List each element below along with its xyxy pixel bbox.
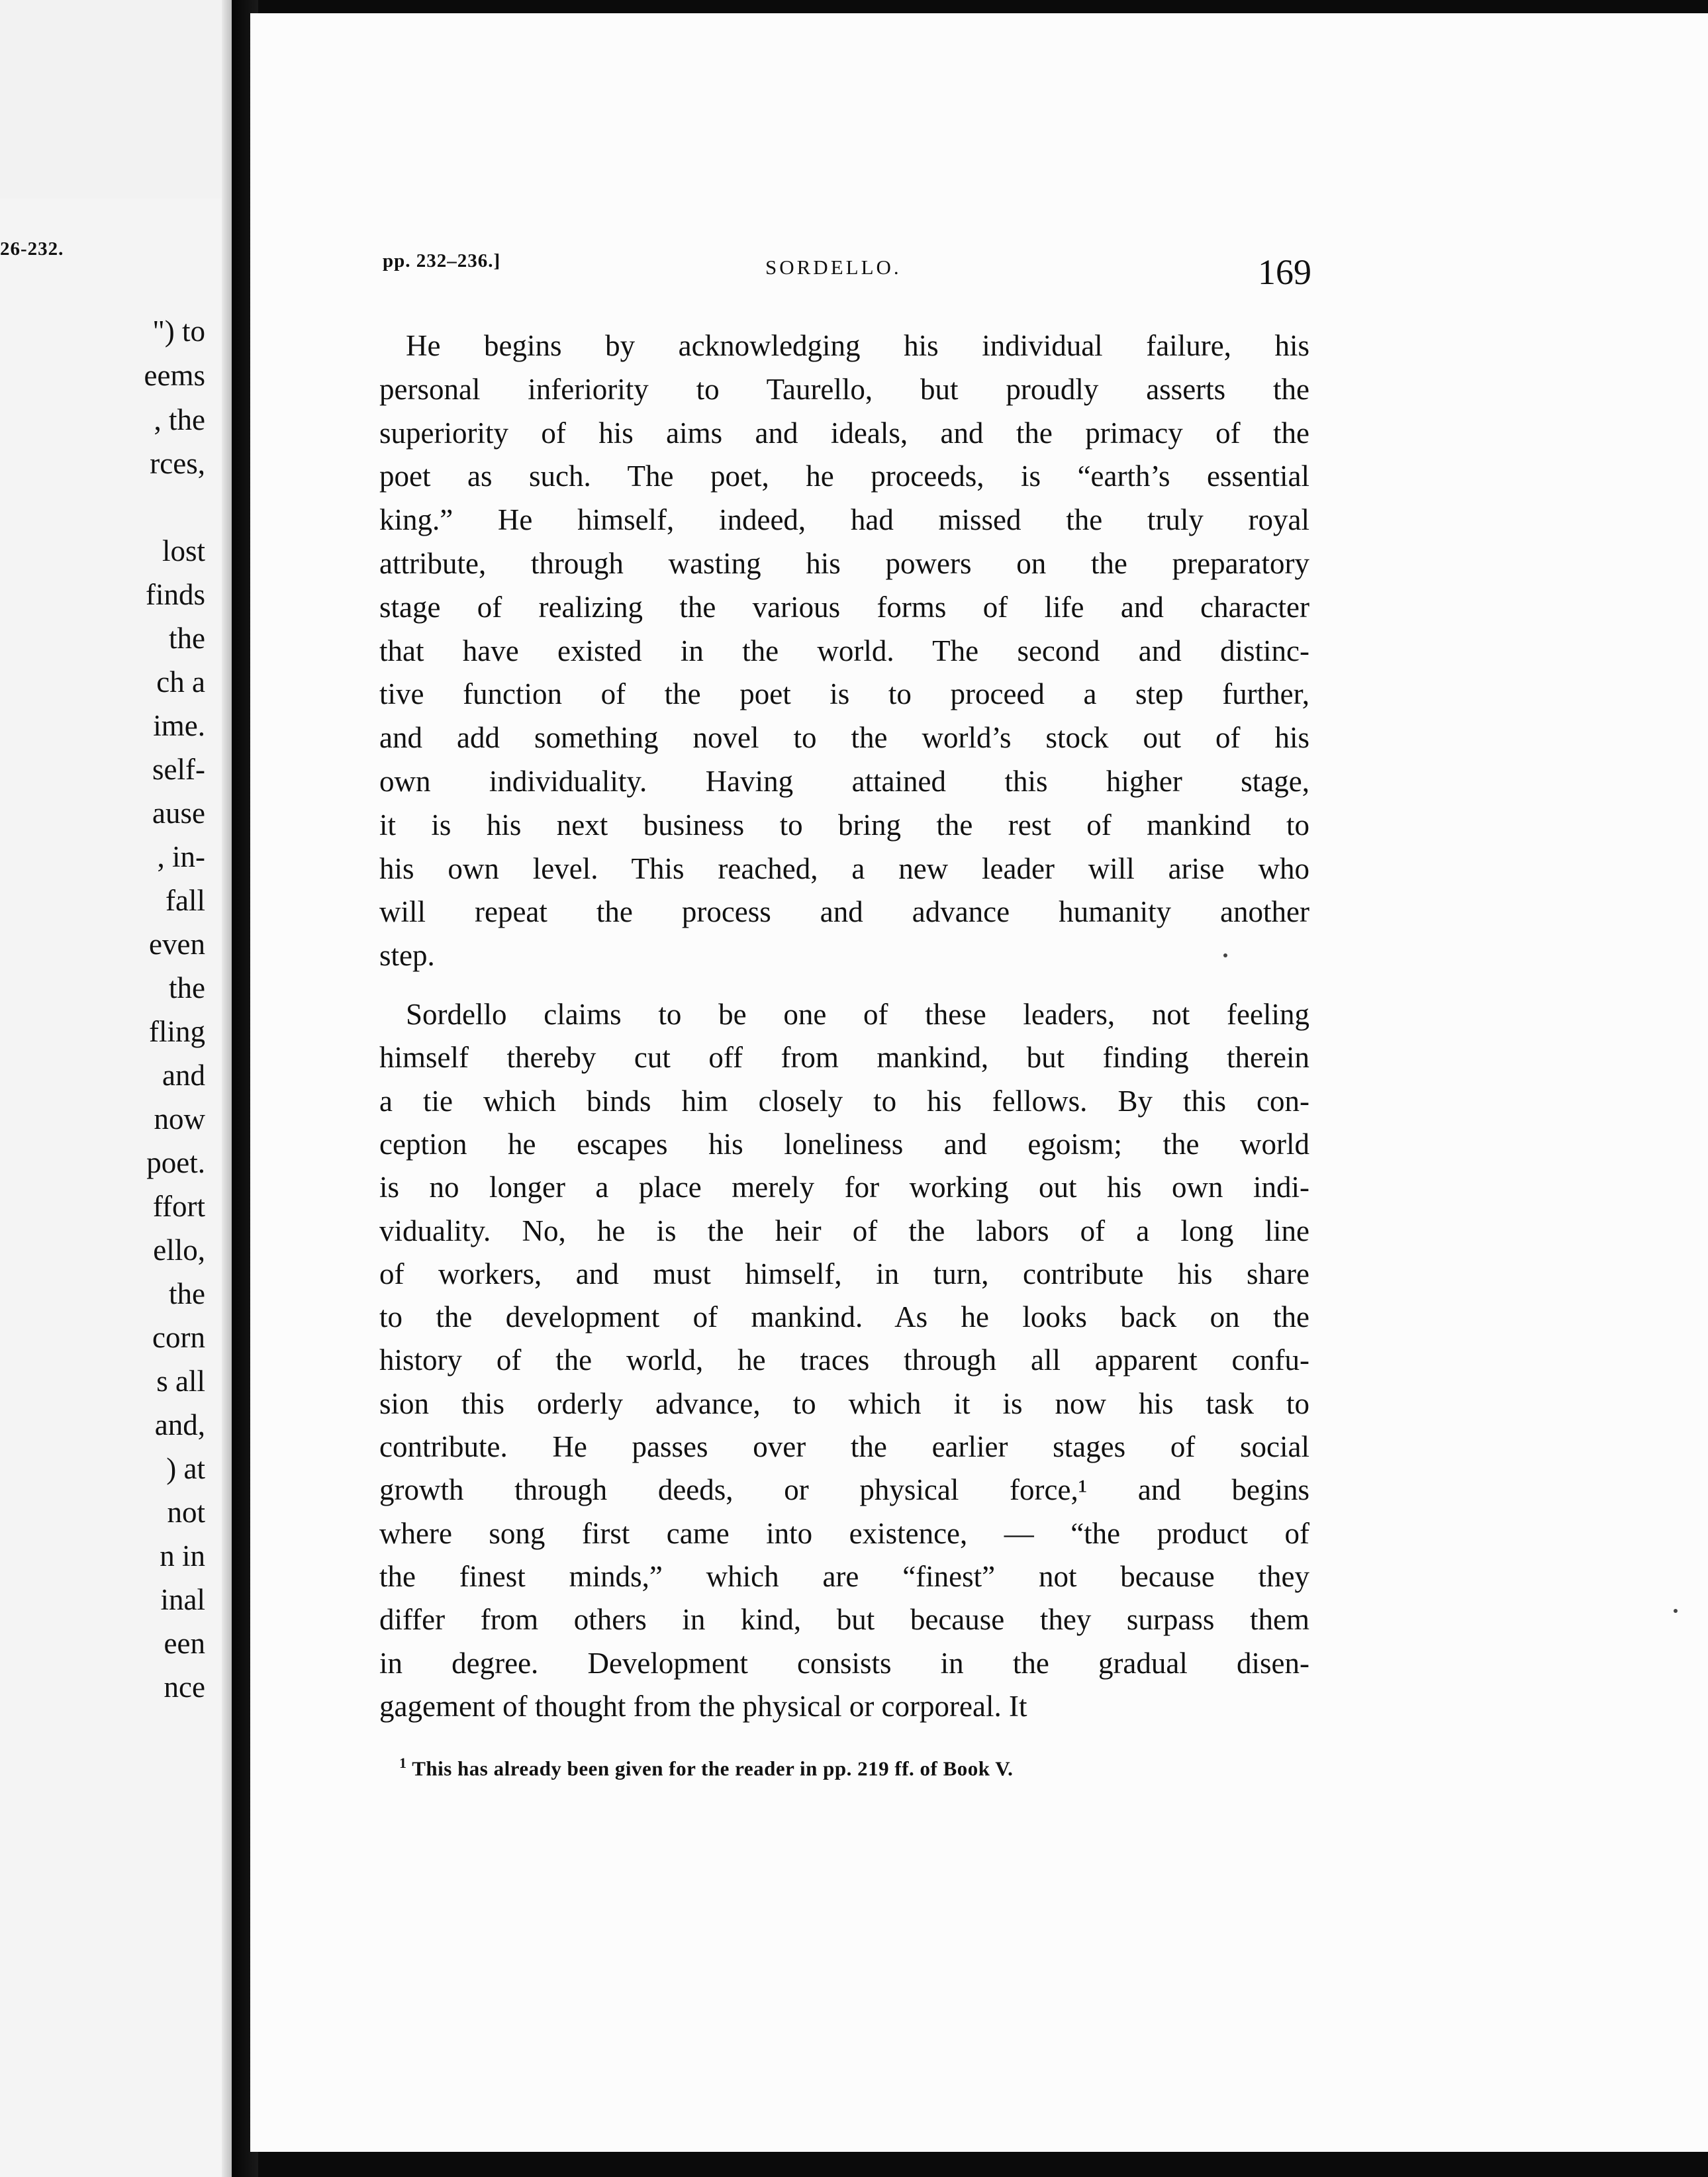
left-page-line: ime. bbox=[153, 709, 205, 742]
text-line: in degree. Development consists in the gradual disen- bbox=[379, 1646, 1309, 1680]
left-page-line: poet. bbox=[146, 1146, 205, 1179]
left-page-line: not bbox=[167, 1496, 205, 1529]
footnote-marker: 1 bbox=[399, 1755, 407, 1771]
text-line: Sordello claims to be one of these leaders, not feeling bbox=[406, 998, 1309, 1031]
left-page-line: eems bbox=[144, 359, 205, 392]
page-fold-shadow bbox=[222, 0, 232, 2177]
text-line: a tie which binds him closely to his fellows. By this con- bbox=[379, 1084, 1309, 1118]
left-page-line: now bbox=[154, 1102, 205, 1136]
left-page-line: ) at bbox=[166, 1452, 205, 1485]
text-line: tive function of the poet is to proceed a step further, bbox=[379, 677, 1309, 711]
left-page-line: een bbox=[164, 1627, 205, 1660]
left-page-header: 26-232. bbox=[0, 238, 64, 260]
text-line: attribute, through wasting his powers on the preparatory bbox=[379, 547, 1309, 580]
left-page-line: lost bbox=[162, 534, 205, 567]
left-page-line: ffort bbox=[152, 1190, 205, 1223]
running-title: SORDELLO. bbox=[765, 256, 902, 279]
text-line: poet as such. The poet, he proceeds, is “earth’s essential bbox=[379, 460, 1309, 493]
left-page-line: n in bbox=[160, 1539, 205, 1572]
text-line: personal inferiority to Taurello, but proudly asserts the bbox=[379, 372, 1309, 406]
left-page-line: even bbox=[149, 928, 205, 961]
text-line: it is his next business to bring the rest of mankind to bbox=[379, 808, 1309, 842]
text-line: growth through deeds, or physical force,¹ and begins bbox=[379, 1473, 1309, 1507]
right-page bbox=[250, 13, 1708, 2152]
left-page-line: the bbox=[169, 1277, 205, 1310]
left-page-line: ello, bbox=[153, 1234, 205, 1267]
text-line: the finest minds,” which are “finest” not because they bbox=[379, 1559, 1309, 1593]
text-line: own individuality. Having attained this higher stage, bbox=[379, 765, 1309, 798]
page-number: 169 bbox=[1258, 252, 1311, 292]
left-page-line: s all bbox=[156, 1365, 205, 1398]
left-page-line: rces, bbox=[150, 447, 205, 480]
text-line: his own level. This reached, a new leader will arise who bbox=[379, 851, 1309, 885]
text-line: gagement of thought from the physical or corporeal. It bbox=[379, 1689, 1027, 1723]
text-line: contribute. He passes over the earlier stages of social bbox=[379, 1430, 1309, 1463]
left-page-line: ch a bbox=[156, 665, 205, 699]
text-line: that have existed in the world. The second and distinc- bbox=[379, 634, 1309, 667]
left-page-line: , the bbox=[154, 403, 205, 436]
left-page-line: the bbox=[169, 971, 205, 1004]
text-line: to the development of mankind. As he looks back on the bbox=[379, 1300, 1309, 1334]
text-line: stage of realizing the various forms of life and character bbox=[379, 590, 1309, 624]
text-line: differ from others in kind, but because they surpass them bbox=[379, 1603, 1309, 1637]
text-line: ception he escapes his loneliness and egoism; the world bbox=[379, 1127, 1309, 1161]
text-line: himself thereby cut off from mankind, but finding therein bbox=[379, 1041, 1309, 1075]
left-page-line: fling bbox=[149, 1015, 205, 1048]
left-page-line: ause bbox=[152, 797, 205, 830]
text-line: is no longer a place merely for working out his own indi- bbox=[379, 1171, 1309, 1204]
paper-speck bbox=[1223, 953, 1227, 957]
footnote bbox=[399, 1755, 1309, 1780]
left-page bbox=[0, 0, 232, 2177]
footnote-text: This has already been given for the reader in pp. 219 ff. of Book V. bbox=[412, 1757, 1014, 1780]
text-line: viduality. No, he is the heir of the labors of a long line bbox=[379, 1214, 1309, 1247]
left-page-line: and, bbox=[154, 1408, 205, 1441]
text-line: will repeat the process and advance humanity another bbox=[379, 895, 1309, 929]
text-line: where song first came into existence, — “the product of bbox=[379, 1516, 1309, 1550]
text-line: history of the world, he traces through all apparent confu- bbox=[379, 1343, 1309, 1377]
left-page-line: nce bbox=[164, 1670, 205, 1704]
left-page-line: self- bbox=[152, 753, 205, 786]
page-range-header: pp. 232–236.] bbox=[383, 250, 501, 271]
text-line: sion this orderly advance, to which it is now his task to bbox=[379, 1386, 1309, 1420]
text-line: king.” He himself, indeed, had missed the truly royal bbox=[379, 503, 1309, 537]
left-page-line: , in- bbox=[157, 840, 205, 873]
left-page-line: and bbox=[162, 1059, 205, 1092]
left-page-line: ") to bbox=[152, 314, 205, 348]
left-page-line: the bbox=[169, 622, 205, 655]
text-line: and add something novel to the world’s stock out of his bbox=[379, 721, 1309, 755]
left-page-line: fall bbox=[166, 884, 205, 917]
paper-speck bbox=[1674, 1609, 1678, 1613]
text-line: He begins by acknowledging his individual failure, his bbox=[406, 329, 1309, 362]
text-line: step. bbox=[379, 939, 435, 973]
left-page-line: finds bbox=[146, 578, 205, 611]
text-line: superiority of his aims and ideals, and the primacy of the bbox=[379, 416, 1309, 450]
left-page-margin bbox=[0, 0, 232, 199]
left-page-line: inal bbox=[160, 1583, 205, 1616]
text-line: of workers, and must himself, in turn, contribute his share bbox=[379, 1257, 1309, 1290]
left-page-line: corn bbox=[152, 1321, 205, 1354]
